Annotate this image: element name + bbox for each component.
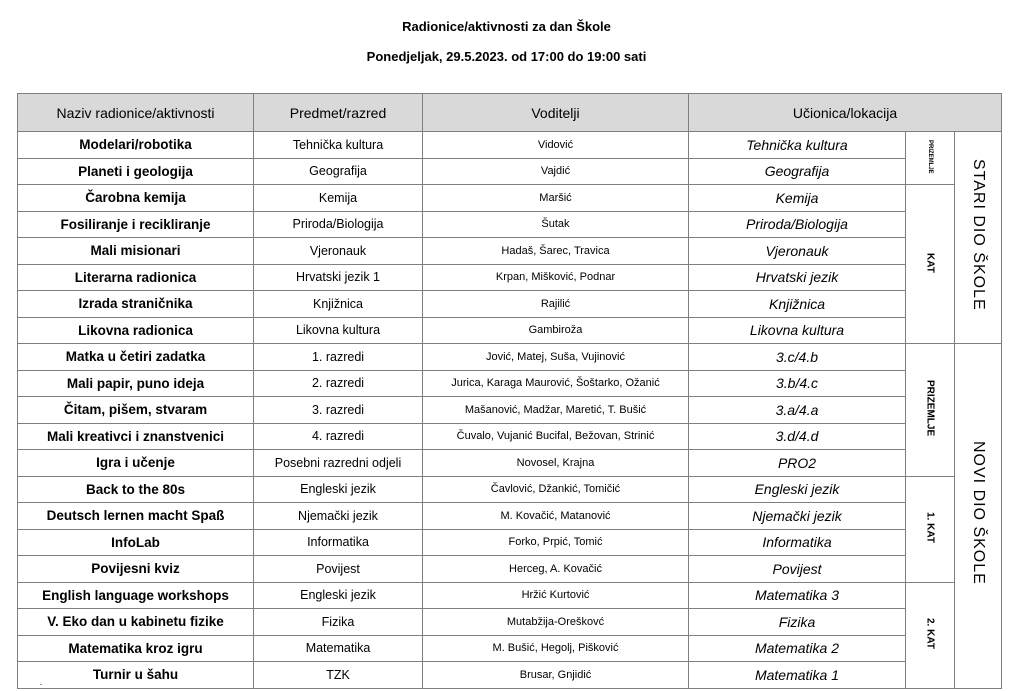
table-row bbox=[18, 238, 1002, 265]
table-row bbox=[18, 344, 1002, 371]
subject-cell: Njemački jezik bbox=[254, 503, 423, 530]
leaders-cell: Mašanović, Madžar, Maretić, T. Bušić bbox=[423, 397, 689, 424]
activity-name: Čitam, pišem, stvaram bbox=[18, 397, 254, 424]
activity-name: Likovna radionica bbox=[18, 317, 254, 344]
leaders-cell: Gambiroža bbox=[423, 317, 689, 344]
location-cell: Vjeronauk bbox=[689, 238, 906, 265]
table-row bbox=[18, 662, 1002, 689]
leaders-cell: Herceg, A. Kovačić bbox=[423, 556, 689, 583]
subject-cell: Fizika bbox=[254, 609, 423, 636]
location-cell: Fizika bbox=[689, 609, 906, 636]
floor-label-cell bbox=[906, 185, 955, 344]
activity-name: V. Eko dan u kabinetu fizike bbox=[18, 609, 254, 636]
leaders-cell: Šutak bbox=[423, 211, 689, 238]
table-header-row bbox=[18, 94, 1002, 132]
location-cell: Matematika 1 bbox=[689, 662, 906, 689]
leaders-cell: Novosel, Krajna bbox=[423, 450, 689, 477]
floor-label-cell bbox=[906, 476, 955, 582]
subject-cell: 1. razredi bbox=[254, 344, 423, 371]
subject-cell: TZK bbox=[254, 662, 423, 689]
table-row bbox=[18, 423, 1002, 450]
subject-cell: Likovna kultura bbox=[254, 317, 423, 344]
subject-cell: Priroda/Biologija bbox=[254, 211, 423, 238]
activity-name: Matematika kroz igru bbox=[18, 635, 254, 662]
subject-cell: 3. razredi bbox=[254, 397, 423, 424]
floor-label: 2. KAT bbox=[924, 618, 936, 649]
leaders-cell: Rajilić bbox=[423, 291, 689, 318]
subject-cell: Tehnička kultura bbox=[254, 132, 423, 159]
activity-name: Fosiliranje i recikliranje bbox=[18, 211, 254, 238]
activity-name: Mali papir, puno ideja bbox=[18, 370, 254, 397]
building-part-cell bbox=[955, 344, 1002, 689]
floor-label-cell bbox=[906, 132, 955, 185]
table-row bbox=[18, 397, 1002, 424]
leaders-cell: Jurica, Karaga Maurović, Šoštarko, Ožanić bbox=[423, 370, 689, 397]
activity-name: Planeti i geologija bbox=[18, 158, 254, 185]
location-cell: Kemija bbox=[689, 185, 906, 212]
leaders-cell: Vajdić bbox=[423, 158, 689, 185]
activity-name: Back to the 80s bbox=[18, 476, 254, 503]
subject-cell: Informatika bbox=[254, 529, 423, 556]
location-cell: 3.c/4.b bbox=[689, 344, 906, 371]
activity-name: Literarna radionica bbox=[18, 264, 254, 291]
activity-name: Modelari/robotika bbox=[18, 132, 254, 159]
table-row bbox=[18, 582, 1002, 609]
workshops-table bbox=[17, 93, 1002, 689]
table-row bbox=[18, 264, 1002, 291]
subject-cell: Engleski jezik bbox=[254, 582, 423, 609]
building-part-label: NOVI DIO ŠKOLE bbox=[970, 441, 987, 586]
leaders-cell: Maršić bbox=[423, 185, 689, 212]
table-row bbox=[18, 132, 1002, 159]
table-row bbox=[18, 635, 1002, 662]
leaders-cell: Mutabžija-Oreškovć bbox=[423, 609, 689, 636]
table-row bbox=[18, 211, 1002, 238]
table-row bbox=[18, 291, 1002, 318]
leaders-cell: Krpan, Mišković, Podnar bbox=[423, 264, 689, 291]
location-cell: PRO2 bbox=[689, 450, 906, 477]
subject-cell: Knjižnica bbox=[254, 291, 423, 318]
location-cell: Njemački jezik bbox=[689, 503, 906, 530]
table-row bbox=[18, 158, 1002, 185]
column-header-leaders: Voditelji bbox=[423, 94, 689, 132]
subject-cell: 4. razredi bbox=[254, 423, 423, 450]
table-row bbox=[18, 556, 1002, 583]
table-row bbox=[18, 370, 1002, 397]
activity-name: Mali kreativci i znanstvenici bbox=[18, 423, 254, 450]
leaders-cell: Brusar, Gnjidić bbox=[423, 662, 689, 689]
activity-name: Deutsch lernen macht Spaß bbox=[18, 503, 254, 530]
subject-cell: Vjeronauk bbox=[254, 238, 423, 265]
activity-name: English language workshops bbox=[18, 582, 254, 609]
subject-cell: Posebni razredni odjeli bbox=[254, 450, 423, 477]
floor-label-cell bbox=[906, 344, 955, 477]
table-row bbox=[18, 450, 1002, 477]
subject-cell: Hrvatski jezik 1 bbox=[254, 264, 423, 291]
subject-cell: Engleski jezik bbox=[254, 476, 423, 503]
table-row bbox=[18, 476, 1002, 503]
leaders-cell: M. Kovačić, Matanović bbox=[423, 503, 689, 530]
location-cell: 3.b/4.c bbox=[689, 370, 906, 397]
activity-name: Izrada straničnika bbox=[18, 291, 254, 318]
location-cell: 3.a/4.a bbox=[689, 397, 906, 424]
table-row bbox=[18, 185, 1002, 212]
column-header-location: Učionica/lokacija bbox=[689, 94, 1002, 132]
location-cell: Likovna kultura bbox=[689, 317, 906, 344]
location-cell: Engleski jezik bbox=[689, 476, 906, 503]
subject-cell: Povijest bbox=[254, 556, 423, 583]
footer-mark bbox=[40, 684, 42, 685]
activity-name: Čarobna kemija bbox=[18, 185, 254, 212]
building-part-label: STARI DIO ŠKOLE bbox=[970, 159, 987, 311]
column-header-subject: Predmet/razred bbox=[254, 94, 423, 132]
activity-name: InfoLab bbox=[18, 529, 254, 556]
leaders-cell: M. Bušić, Hegolj, Pišković bbox=[423, 635, 689, 662]
subject-cell: 2. razredi bbox=[254, 370, 423, 397]
location-cell: Priroda/Biologija bbox=[689, 211, 906, 238]
location-cell: Matematika 3 bbox=[689, 582, 906, 609]
location-cell: Hrvatski jezik bbox=[689, 264, 906, 291]
floor-label: 1. KAT bbox=[924, 512, 936, 543]
floor-label-cell bbox=[906, 582, 955, 688]
activity-name: Matka u četiri zadatka bbox=[18, 344, 254, 371]
subject-cell: Geografija bbox=[254, 158, 423, 185]
location-cell: Geografija bbox=[689, 158, 906, 185]
subject-cell: Matematika bbox=[254, 635, 423, 662]
floor-label: PRIZEMLJE bbox=[927, 140, 933, 174]
table-row bbox=[18, 609, 1002, 636]
location-cell: 3.d/4.d bbox=[689, 423, 906, 450]
leaders-cell: Hržić Kurtović bbox=[423, 582, 689, 609]
floor-label: KAT bbox=[924, 252, 936, 273]
leaders-cell: Čuvalo, Vujanić Bucifal, Bežovan, Strinić bbox=[423, 423, 689, 450]
building-part-cell bbox=[955, 132, 1002, 344]
column-header-activity: Naziv radionice/aktivnosti bbox=[18, 94, 254, 132]
location-cell: Knjižnica bbox=[689, 291, 906, 318]
activity-name: Turnir u šahu bbox=[18, 662, 254, 689]
page-subtitle: Ponedjeljak, 29.5.2023. od 17:00 do 19:00 sati bbox=[366, 49, 647, 64]
table-row bbox=[18, 529, 1002, 556]
activity-name: Povijesni kviz bbox=[18, 556, 254, 583]
leaders-cell: Jović, Matej, Suša, Vujinović bbox=[423, 344, 689, 371]
location-cell: Povijest bbox=[689, 556, 906, 583]
location-cell: Tehnička kultura bbox=[689, 132, 906, 159]
location-cell: Informatika bbox=[689, 529, 906, 556]
leaders-cell: Vidović bbox=[423, 132, 689, 159]
activity-name: Igra i učenje bbox=[18, 450, 254, 477]
leaders-cell: Forko, Prpić, Tomić bbox=[423, 529, 689, 556]
leaders-cell: Čavlović, Džankić, Tomičić bbox=[423, 476, 689, 503]
activity-name: Mali misionari bbox=[18, 238, 254, 265]
table-row bbox=[18, 317, 1002, 344]
table-row bbox=[18, 503, 1002, 530]
floor-label: PRIZEMLJE bbox=[924, 380, 936, 437]
leaders-cell: Hadaš, Šarec, Travica bbox=[423, 238, 689, 265]
subject-cell: Kemija bbox=[254, 185, 423, 212]
page-title: Radionice/aktivnosti za dan Škole bbox=[402, 19, 611, 34]
location-cell: Matematika 2 bbox=[689, 635, 906, 662]
